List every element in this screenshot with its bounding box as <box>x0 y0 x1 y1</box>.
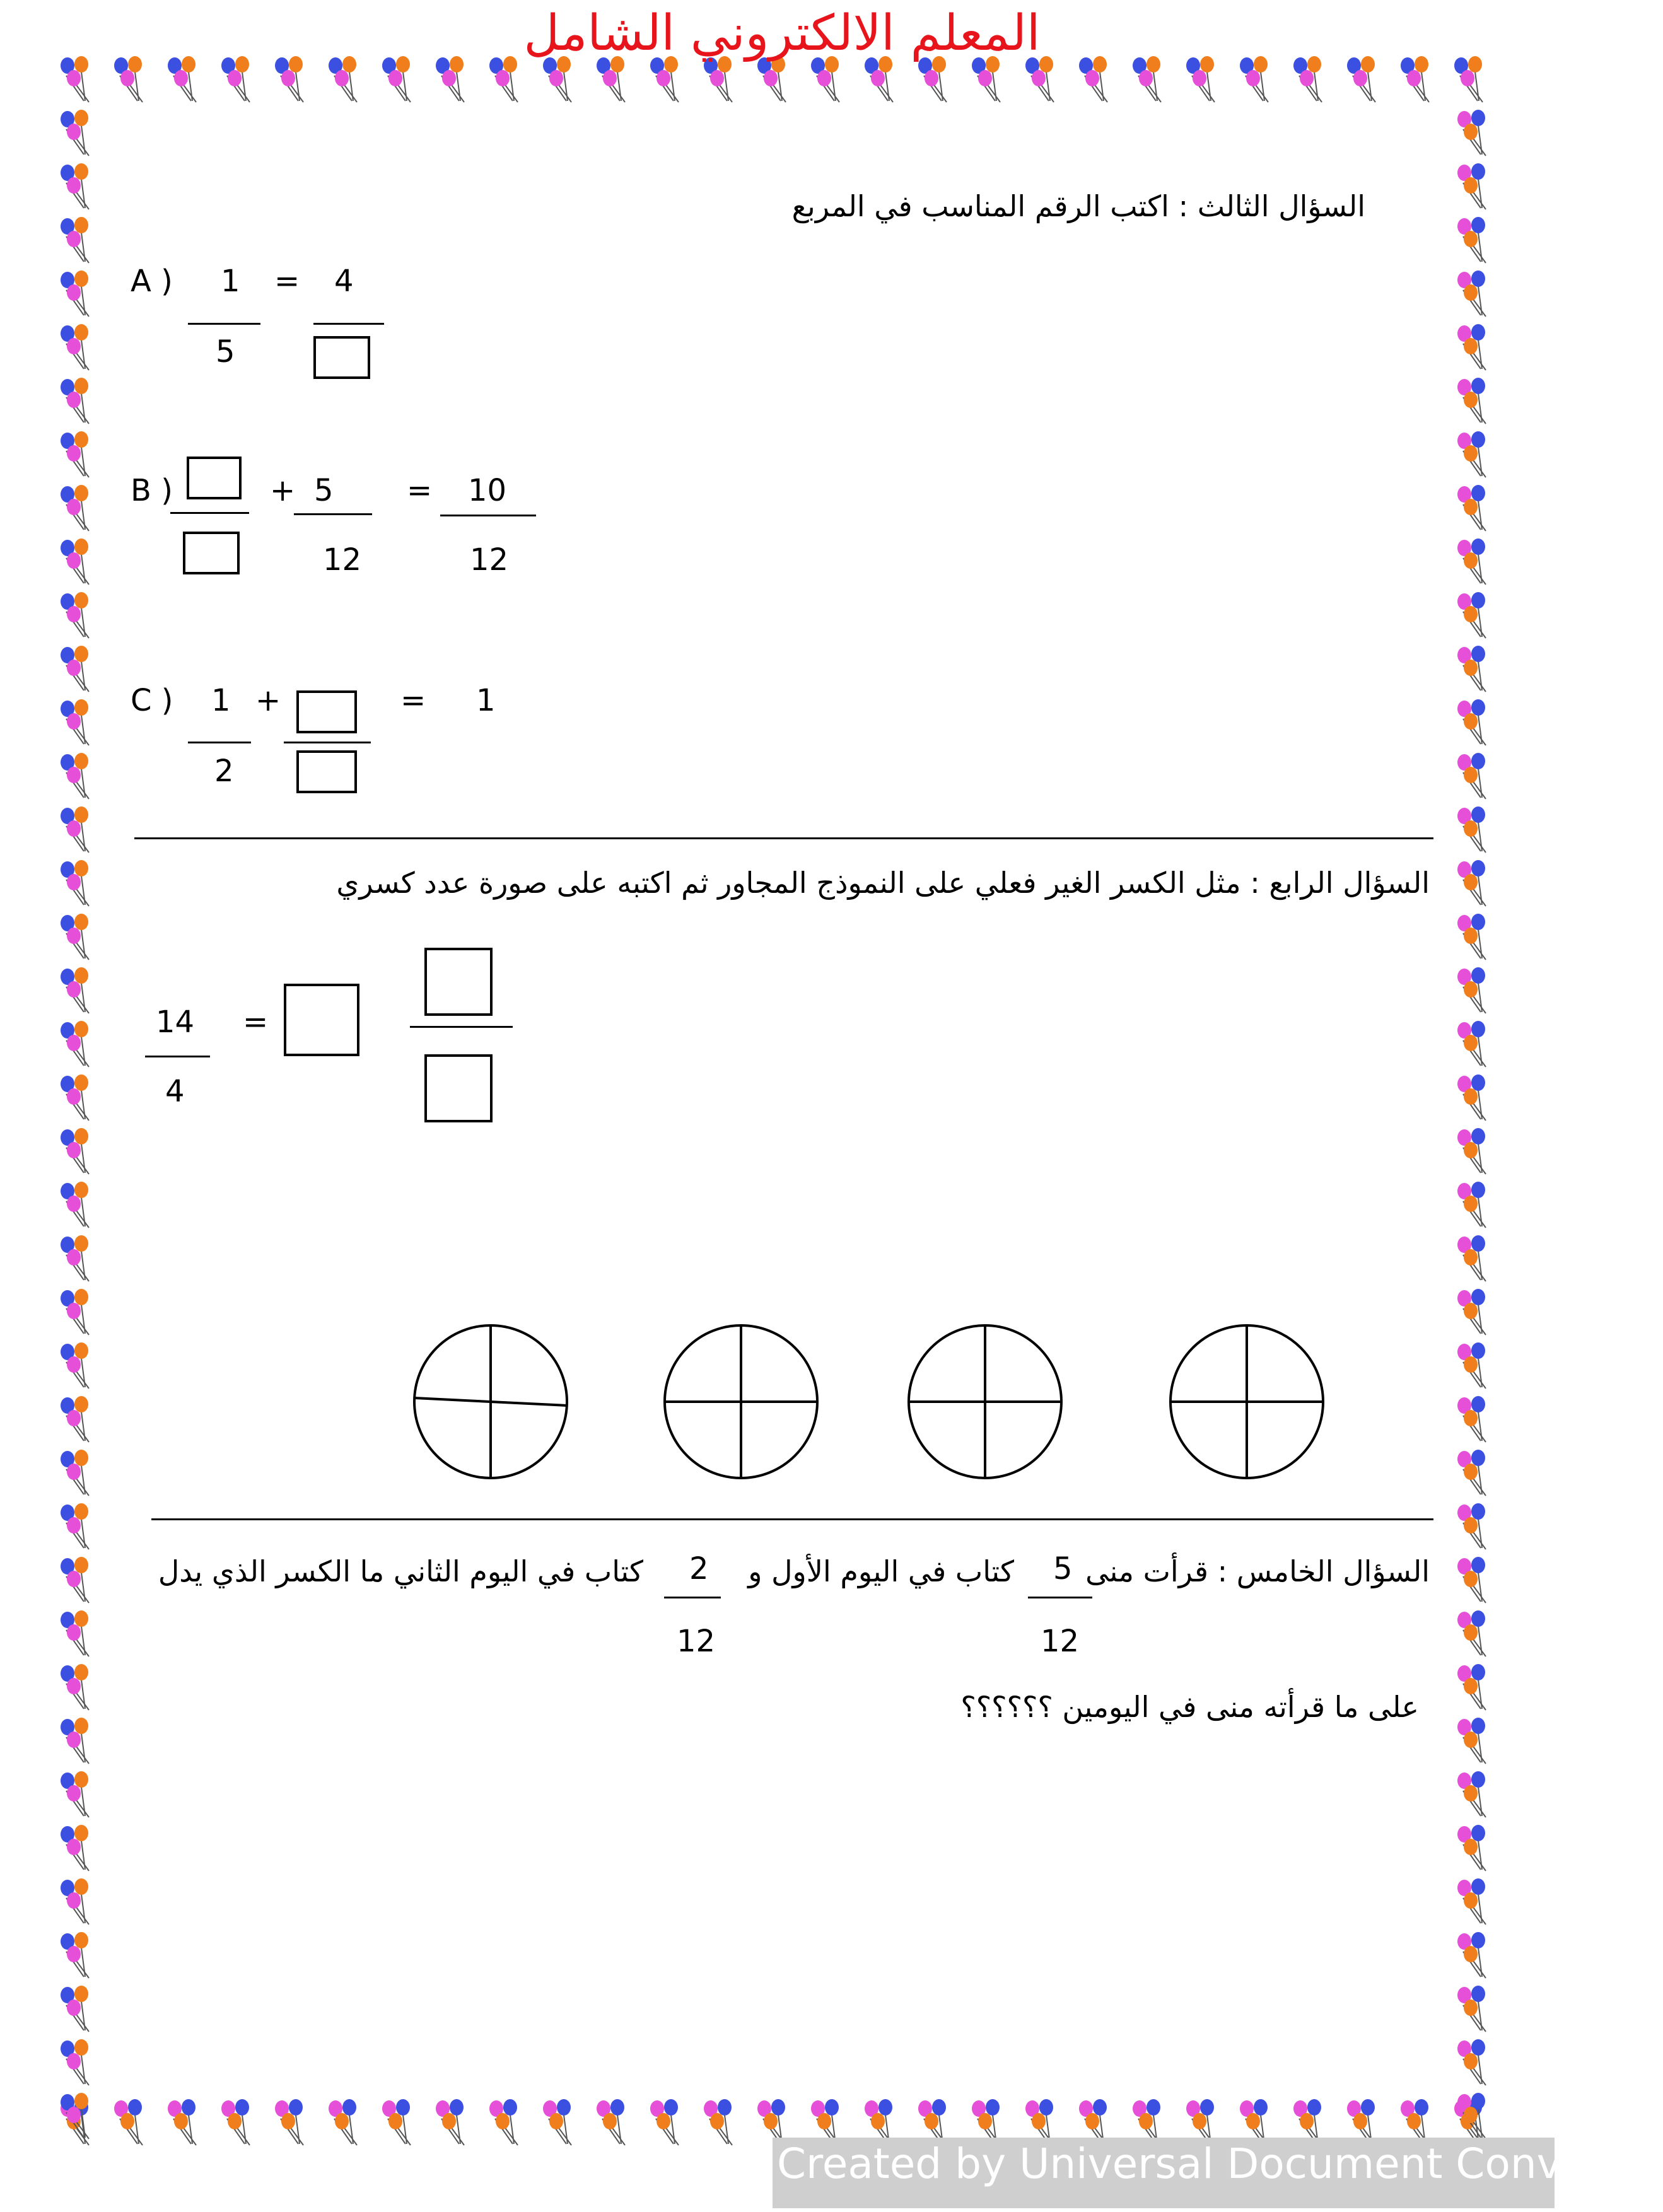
balloon-cluster-icon <box>61 699 89 745</box>
balloon-cluster-icon <box>704 2099 732 2145</box>
balloon-cluster-icon <box>1457 110 1486 156</box>
q3c-result: 1 <box>476 683 496 718</box>
balloon-cluster-icon <box>489 56 518 102</box>
q3b-label: B ) <box>131 473 173 508</box>
watermark-text: Created by Universal Document Converter <box>777 2139 1663 2188</box>
fraction-circle-2[interactable] <box>665 1325 817 1478</box>
balloon-cluster-icon <box>1457 646 1486 692</box>
balloon-cluster-icon <box>61 485 89 531</box>
balloon-cluster-icon <box>1457 1610 1486 1656</box>
balloon-cluster-icon <box>61 1825 89 1871</box>
balloon-cluster-icon <box>1457 1986 1486 2032</box>
balloon-cluster-icon <box>1457 806 1486 853</box>
q3a-answer-box[interactable] <box>313 336 370 379</box>
balloon-cluster-icon <box>650 56 679 102</box>
q3b-denominator-box[interactable] <box>183 532 240 574</box>
q3a-numerator-2: 4 <box>334 264 354 299</box>
balloon-cluster-icon <box>61 1557 89 1603</box>
q3a-denominator-1: 5 <box>216 334 235 370</box>
balloon-cluster-icon <box>61 1718 89 1764</box>
balloon-cluster-icon <box>436 56 464 102</box>
balloon-cluster-icon <box>168 56 196 102</box>
balloon-cluster-icon <box>61 1235 89 1281</box>
balloon-cluster-icon <box>61 806 89 853</box>
balloon-cluster-icon <box>1454 56 1483 102</box>
balloon-cluster-icon <box>61 271 89 317</box>
section-divider-2 <box>151 1518 1433 1520</box>
balloon-cluster-icon <box>61 1503 89 1549</box>
q5-numerator-1: 5 <box>1053 1551 1073 1586</box>
balloon-cluster-icon <box>1457 592 1486 638</box>
q3b-fraction-line-2 <box>294 513 372 515</box>
balloon-cluster-icon <box>61 1878 89 1924</box>
q3a-equals: = <box>274 264 300 299</box>
q5-fraction-line-2 <box>664 1597 721 1598</box>
fraction-circles <box>404 1312 1337 1488</box>
balloon-cluster-icon <box>650 2099 679 2145</box>
balloon-cluster-icon <box>61 56 89 102</box>
balloon-cluster-icon <box>168 2099 196 2145</box>
question-5-part-1: السؤال الخامس : قرأت منى <box>1085 1554 1430 1588</box>
balloon-cluster-icon <box>1457 967 1486 1013</box>
q3b-fraction-line-1 <box>170 512 249 514</box>
question-5-line-2: على ما قرأته منى في اليومين ؟؟؟؟؟؟ <box>960 1690 1419 1724</box>
q3b-numerator-2: 5 <box>314 473 334 508</box>
balloon-cluster-icon <box>61 1289 89 1335</box>
balloon-cluster-icon <box>61 1074 89 1121</box>
balloon-cluster-icon <box>61 538 89 585</box>
balloon-cluster-icon <box>61 1396 89 1442</box>
balloon-cluster-icon <box>61 1664 89 1710</box>
balloon-cluster-icon <box>1457 1825 1486 1871</box>
balloon-cluster-icon <box>61 2039 89 2085</box>
balloon-cluster-icon <box>61 324 89 370</box>
balloon-cluster-icon <box>811 56 839 102</box>
balloon-cluster-icon <box>61 1182 89 1228</box>
balloon-cluster-icon <box>61 163 89 209</box>
balloon-cluster-icon <box>1457 1235 1486 1281</box>
balloon-cluster-icon <box>1240 56 1268 102</box>
balloon-cluster-icon <box>1457 1128 1486 1174</box>
q3b-fraction-line-3 <box>440 515 536 516</box>
balloon-cluster-icon <box>382 56 411 102</box>
q3a-fraction-line-2 <box>313 323 384 325</box>
balloon-cluster-icon <box>1079 56 1107 102</box>
balloon-cluster-icon <box>1457 753 1486 799</box>
q3c-fraction-line-1 <box>188 742 251 743</box>
balloon-cluster-icon <box>1457 485 1486 531</box>
q3a-fraction-line-1 <box>188 323 260 325</box>
balloon-cluster-icon <box>1457 2039 1486 2085</box>
page-title: المعلم الالكتروني الشامل <box>523 5 1041 62</box>
balloon-cluster-icon <box>61 1021 89 1067</box>
balloon-cluster-icon <box>61 217 89 263</box>
balloon-cluster-icon <box>436 2099 464 2145</box>
balloon-cluster-icon <box>1133 56 1161 102</box>
q3b-plus: + <box>270 473 296 508</box>
balloon-cluster-icon <box>1457 324 1486 370</box>
balloon-cluster-icon <box>1457 1074 1486 1121</box>
q4-fraction-line <box>145 1056 210 1057</box>
balloon-cluster-icon <box>61 1932 89 1978</box>
balloon-cluster-icon <box>1457 1396 1486 1442</box>
balloon-cluster-icon <box>1457 271 1486 317</box>
balloon-cluster-icon <box>61 110 89 156</box>
question-4-title: السؤال الرابع : مثل الكسر الغير فعلي على النموذج المجاور ثم اكتبه على صورة عدد كسري <box>336 866 1430 900</box>
balloon-cluster-icon <box>597 2099 625 2145</box>
balloon-cluster-icon <box>61 431 89 477</box>
balloon-cluster-icon <box>918 56 947 102</box>
balloon-cluster-icon <box>1457 1021 1486 1067</box>
q5-denominator-2: 12 <box>677 1624 716 1659</box>
balloon-cluster-icon <box>1457 1932 1486 1978</box>
balloon-cluster-icon <box>61 967 89 1013</box>
question-5-part-3: كتاب في اليوم الثاني ما الكسر الذي يدل <box>158 1554 643 1588</box>
balloon-cluster-icon <box>1457 431 1486 477</box>
q3c-denominator-box[interactable] <box>296 750 357 793</box>
balloon-cluster-icon <box>275 2099 303 2145</box>
fraction-circle-3[interactable] <box>909 1325 1061 1478</box>
q4-numerator: 14 <box>156 1004 195 1040</box>
balloon-cluster-icon <box>1401 56 1429 102</box>
balloon-cluster-icon <box>221 2099 250 2145</box>
balloon-cluster-icon <box>61 1128 89 1174</box>
balloon-cluster-icon <box>1457 378 1486 424</box>
balloon-cluster-icon <box>1457 1182 1486 1228</box>
q3b-denominator-3: 12 <box>470 542 509 578</box>
q3a-numerator-1: 1 <box>221 264 240 299</box>
balloon-cluster-icon <box>1457 914 1486 960</box>
balloon-cluster-icon <box>329 2099 357 2145</box>
balloon-cluster-icon <box>61 1450 89 1496</box>
balloon-cluster-icon <box>1457 1342 1486 1388</box>
q3c-equals: = <box>400 683 426 718</box>
q4-denominator: 4 <box>165 1074 185 1109</box>
balloon-cluster-icon <box>1457 1771 1486 1817</box>
q4-numerator-box[interactable] <box>424 948 493 1016</box>
q4-whole-number-box[interactable] <box>284 984 359 1056</box>
balloon-cluster-icon <box>61 592 89 638</box>
q5-numerator-2: 2 <box>689 1551 709 1586</box>
q5-denominator-1: 12 <box>1041 1624 1080 1659</box>
fraction-circle-1[interactable] <box>414 1325 567 1478</box>
q3b-denominator-2: 12 <box>323 542 362 578</box>
q3c-label: C ) <box>131 683 173 718</box>
fraction-circle-4[interactable] <box>1170 1325 1323 1478</box>
balloon-cluster-icon <box>1457 538 1486 585</box>
balloon-cluster-icon <box>61 914 89 960</box>
balloon-cluster-icon <box>61 1986 89 2032</box>
balloon-cluster-icon <box>1457 1503 1486 1549</box>
balloon-cluster-icon <box>1293 56 1322 102</box>
balloon-cluster-icon <box>1457 1557 1486 1603</box>
balloon-cluster-icon <box>382 2099 411 2145</box>
balloon-cluster-icon <box>329 56 357 102</box>
balloon-cluster-icon <box>543 2099 571 2145</box>
balloon-cluster-icon <box>275 56 303 102</box>
q3c-plus: + <box>255 683 281 718</box>
q3b-numerator-box[interactable] <box>187 457 242 499</box>
balloon-cluster-icon <box>489 2099 518 2145</box>
balloon-cluster-icon <box>1457 1878 1486 1924</box>
q3c-fraction-line-2 <box>284 742 371 743</box>
q3c-denominator-1: 2 <box>214 754 234 789</box>
q4-equals: = <box>243 1004 269 1040</box>
balloon-cluster-icon <box>1457 217 1486 263</box>
balloon-cluster-icon <box>757 56 786 102</box>
balloon-cluster-icon <box>1457 163 1486 209</box>
q3b-numerator-3: 10 <box>468 473 507 508</box>
balloon-cluster-icon <box>1457 1450 1486 1496</box>
balloon-cluster-icon <box>1347 56 1375 102</box>
balloon-cluster-icon <box>61 1342 89 1388</box>
q3c-numerator-1: 1 <box>211 683 231 718</box>
question-3-title: السؤال الثالث : اكتب الرقم المناسب في المربع <box>791 189 1365 223</box>
balloon-cluster-icon <box>61 1610 89 1656</box>
balloon-cluster-icon <box>114 2099 143 2145</box>
balloon-cluster-icon <box>1457 860 1486 906</box>
balloon-cluster-icon <box>61 646 89 692</box>
balloon-cluster-icon <box>221 56 250 102</box>
balloon-cluster-icon <box>972 56 1000 102</box>
balloon-cluster-icon <box>61 1771 89 1817</box>
balloon-cluster-icon <box>597 56 625 102</box>
balloon-cluster-icon <box>543 56 571 102</box>
balloon-cluster-icon <box>704 56 732 102</box>
balloon-cluster-icon <box>114 56 143 102</box>
q4-fraction-line-2 <box>410 1026 513 1028</box>
q4-denominator-box[interactable] <box>424 1054 493 1122</box>
balloon-cluster-icon <box>1457 1718 1486 1764</box>
balloon-cluster-icon <box>1457 699 1486 745</box>
q3b-equals: = <box>407 473 433 508</box>
q5-fraction-line-1 <box>1028 1597 1092 1598</box>
q3a-label: A ) <box>131 264 173 299</box>
q3c-numerator-box[interactable] <box>296 690 357 733</box>
balloon-cluster-icon <box>61 860 89 906</box>
balloon-cluster-icon <box>1457 1664 1486 1710</box>
balloon-cluster-icon <box>61 753 89 799</box>
balloon-cluster-icon <box>61 378 89 424</box>
section-divider-1 <box>134 837 1433 839</box>
balloon-cluster-icon <box>1025 56 1054 102</box>
balloon-cluster-icon <box>1457 1289 1486 1335</box>
balloon-cluster-icon <box>1186 56 1215 102</box>
balloon-cluster-icon <box>865 56 893 102</box>
question-5-part-2: كتاب في اليوم الأول و <box>748 1554 1014 1588</box>
